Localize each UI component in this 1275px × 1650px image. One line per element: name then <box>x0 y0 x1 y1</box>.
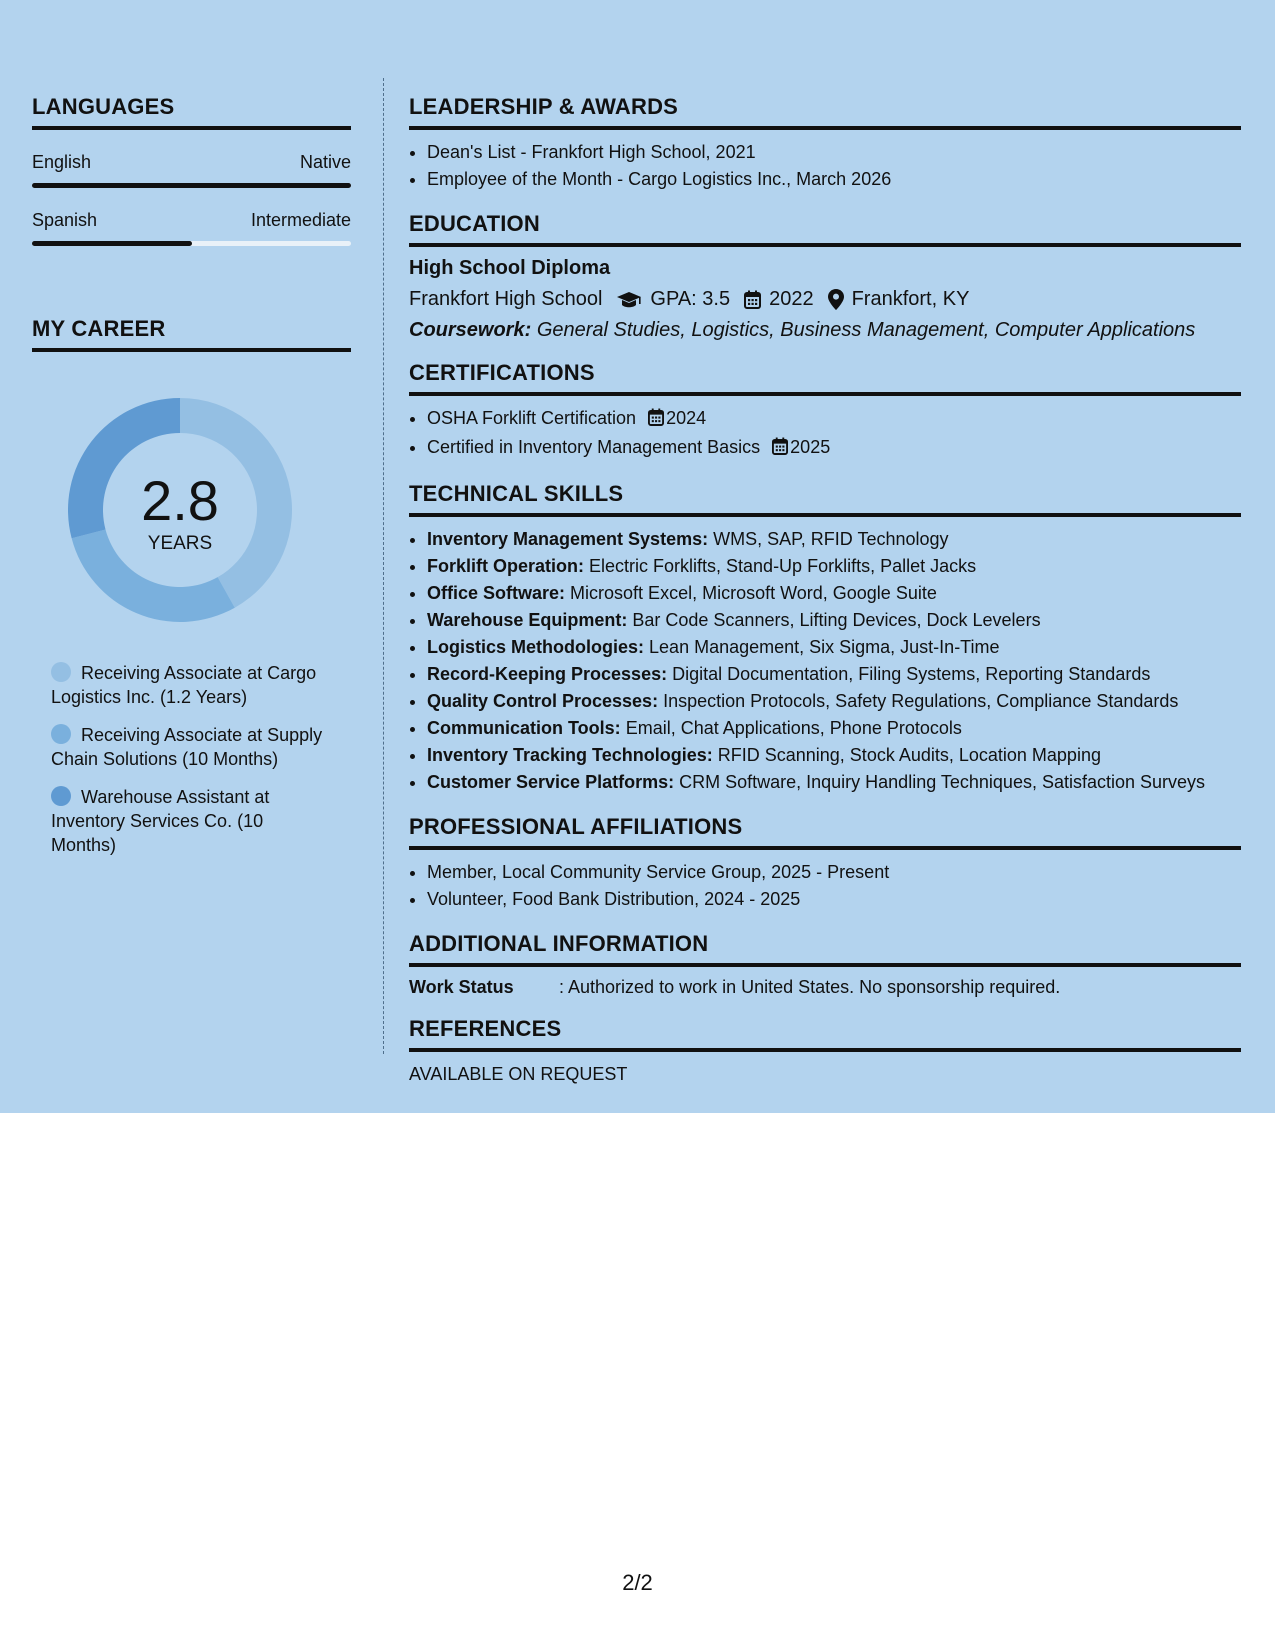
language-proficiency-fill <box>32 241 192 246</box>
legend-item <box>51 723 331 771</box>
work-status-value: : Authorized to work in United States. No sponsorship required. <box>559 977 1061 997</box>
legend-label: Receiving Associate at Cargo Logistics Inc. (1.2 Years) <box>51 663 317 707</box>
list-item: • Dean's List - Frankfort High School, 2021 <box>427 139 1241 166</box>
calendar-icon <box>744 290 761 309</box>
leadership-title: LEADERSHIP & AWARDS <box>409 94 1241 130</box>
skill-item <box>427 580 1241 607</box>
education-year: 2022 <box>769 288 814 310</box>
coursework-value: General Studies, Logistics, Business Management, Computer Applications <box>536 319 1196 341</box>
coursework-label: Coursework: <box>409 319 532 341</box>
calendar-icon <box>648 407 664 434</box>
skill-item <box>427 688 1241 715</box>
map-pin-icon <box>828 289 844 310</box>
legend-dot <box>51 662 71 682</box>
work-status-label: Work Status <box>409 977 514 997</box>
skill-label: Forklift Operation: <box>427 556 584 576</box>
references-title: REFERENCES <box>409 1016 1241 1052</box>
column-divider <box>383 78 384 1054</box>
certification-item <box>427 434 1241 463</box>
skill-value: WMS, SAP, RFID Technology <box>713 529 949 549</box>
certification-name: Certified in Inventory Management Basics <box>427 437 761 457</box>
graduation-cap-icon <box>616 290 642 310</box>
skill-item <box>427 769 1241 796</box>
language-level: Native <box>299 152 351 172</box>
skill-value: CRM Software, Inquiry Handling Techniques, Satisfaction Surveys <box>679 772 1206 792</box>
additional-info-section <box>409 931 1241 998</box>
list-item: • Member, Local Community Service Group, 2025 - Present <box>427 859 1241 886</box>
education-gpa: GPA: 3.5 <box>650 288 731 310</box>
list-item: • Employee of the Month - Cargo Logistics Inc., March 2026 <box>427 166 1241 193</box>
language-item <box>32 210 351 246</box>
certification-year: 2025 <box>790 437 831 457</box>
skill-item <box>427 526 1241 553</box>
skill-value: Lean Management, Six Sigma, Just-In-Time <box>649 637 1000 657</box>
languages-title: LANGUAGES <box>32 94 351 130</box>
skill-item <box>427 661 1241 688</box>
language-name: Spanish <box>32 210 98 230</box>
education-coursework <box>409 319 1241 342</box>
affiliations-title: PROFESSIONAL AFFILIATIONS <box>409 814 1241 850</box>
language-proficiency-bar <box>32 183 351 188</box>
skill-label: Quality Control Processes: <box>427 691 659 711</box>
education-school: Frankfort High School <box>409 288 603 310</box>
skill-label: Inventory Management Systems: <box>427 529 709 549</box>
legend-label: Warehouse Assistant at Inventory Services Co. (10 Months) <box>51 787 270 855</box>
education-section <box>409 211 1241 342</box>
certification-year: 2024 <box>666 408 707 428</box>
language-item <box>32 152 351 188</box>
education-title: EDUCATION <box>409 211 1241 247</box>
skill-item <box>427 715 1241 742</box>
skill-item <box>427 607 1241 634</box>
language-proficiency-fill <box>32 183 351 188</box>
certifications-title: CERTIFICATIONS <box>409 360 1241 396</box>
legend-item <box>51 785 331 857</box>
certifications-section <box>409 360 1241 463</box>
skill-label: Record-Keeping Processes: <box>427 664 668 684</box>
skill-item <box>427 742 1241 769</box>
language-name: English <box>32 152 92 172</box>
skill-label: Customer Service Platforms: <box>427 772 675 792</box>
leadership-section <box>409 94 1241 193</box>
references-section <box>409 1016 1241 1085</box>
skill-value: Email, Chat Applications, Phone Protocols <box>625 718 962 738</box>
education-degree: High School Diploma <box>409 257 611 279</box>
career-legend <box>51 661 331 857</box>
skill-label: Warehouse Equipment: <box>427 610 628 630</box>
skill-label: Communication Tools: <box>427 718 621 738</box>
skill-label: Inventory Tracking Technologies: <box>427 745 713 765</box>
page-number: 2/2 <box>622 1570 653 1595</box>
language-proficiency-bar <box>32 241 351 246</box>
skill-label: Logistics Methodologies: <box>427 637 645 657</box>
right-column <box>409 94 1241 1103</box>
language-level: Intermediate <box>250 210 351 230</box>
skill-value: Digital Documentation, Filing Systems, Reporting Standards <box>672 664 1151 684</box>
career-donut-chart <box>67 397 293 623</box>
skills-section <box>409 481 1241 796</box>
certification-item <box>427 405 1241 434</box>
list-item: • Volunteer, Food Bank Distribution, 2024 - 2025 <box>427 886 1241 913</box>
affiliations-section <box>409 814 1241 913</box>
skill-item <box>427 634 1241 661</box>
calendar-icon <box>772 436 788 463</box>
skill-value: Bar Code Scanners, Lifting Devices, Dock Levelers <box>632 610 1041 630</box>
education-location: Frankfort, KY <box>851 288 970 310</box>
legend-label: Receiving Associate at Supply Chain Solutions (10 Months) <box>51 725 323 769</box>
references-text: AVAILABLE ON REQUEST <box>409 1064 628 1084</box>
additional-info-title: ADDITIONAL INFORMATION <box>409 931 1241 967</box>
career-total-unit: YEARS <box>147 533 213 554</box>
legend-dot <box>51 786 71 806</box>
certification-name: OSHA Forklift Certification <box>427 408 637 428</box>
skill-item <box>427 553 1241 580</box>
skills-title: TECHNICAL SKILLS <box>409 481 1241 517</box>
legend-item <box>51 661 331 709</box>
skill-value: RFID Scanning, Stock Audits, Location Mapping <box>717 745 1101 765</box>
left-column <box>32 94 351 871</box>
career-total-number: 2.8 <box>141 469 219 532</box>
skill-value: Microsoft Excel, Microsoft Word, Google Suite <box>570 583 937 603</box>
skill-value: Electric Forklifts, Stand-Up Forklifts, Pallet Jacks <box>589 556 977 576</box>
legend-dot <box>51 724 71 744</box>
career-title: MY CAREER <box>32 316 351 352</box>
skill-value: Inspection Protocols, Safety Regulations, Compliance Standards <box>663 691 1179 711</box>
skill-label: Office Software: <box>427 583 566 603</box>
